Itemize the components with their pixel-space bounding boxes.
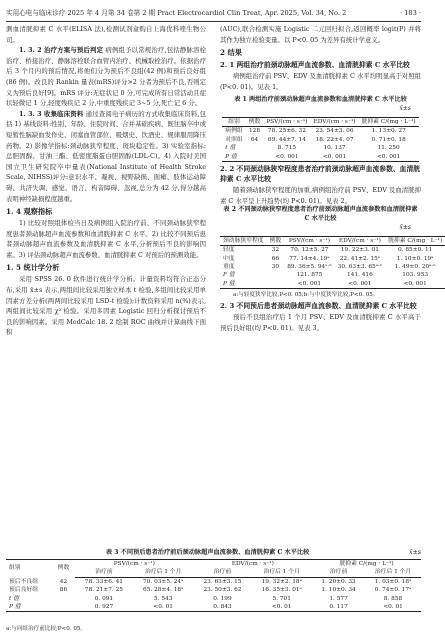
right-column xyxy=(220,24,443,333)
table-2-stat: x̄±s xyxy=(399,224,411,232)
column-header: PSV/(cm · s⁻¹) xyxy=(263,117,310,126)
table-row xyxy=(220,255,445,263)
table-cell: 16. 35±3. 01ᵃ xyxy=(261,587,302,594)
table-row xyxy=(222,144,418,152)
table-cell: 69. 44±7. 14 xyxy=(267,136,306,143)
section-title: 1. 3. 3 收集临床资料 xyxy=(19,109,84,118)
table-2 xyxy=(220,236,445,289)
table-cell: 66 xyxy=(271,255,280,262)
column-header: 胱抑素 C/(mg · L⁻¹) xyxy=(385,236,445,245)
table-cell: P 值 xyxy=(220,280,267,289)
section-2-3-title: 2. 3 不同预后患者颈动脉超声血流参数、血清胱抑素 C 水平比较 xyxy=(220,302,417,311)
table-cell: <0. 001 xyxy=(263,153,310,162)
table-cell: 42 xyxy=(59,578,68,585)
table-cell: 0. 71±0. 18 xyxy=(371,136,406,143)
table-cell: 0. 74±0. 17ᵃ xyxy=(374,587,412,594)
table-cell: 11. 250 xyxy=(377,145,400,152)
table-cell: 5. 701 xyxy=(272,595,291,602)
table-cell: 1. 13±0. 27 xyxy=(371,128,406,135)
table-1-stat: x̄±s xyxy=(399,105,411,113)
table-cell: 64 xyxy=(250,136,259,143)
column-header: 颈动脉狭窄程度 xyxy=(220,236,267,245)
table-cell: 0. 117 xyxy=(312,603,365,612)
table-row xyxy=(220,271,445,279)
table-cell: 5. 543 xyxy=(153,595,173,602)
column-header: PSV/(cm · s⁻¹) xyxy=(75,560,194,569)
table-cell: 78. 25±6. 32 xyxy=(267,128,306,135)
paragraph: 测血清胱抑素 C 水平(ELISA 法),检测试剂盒购自上海优科喹生物公司。 xyxy=(6,25,206,44)
table-cell: <0. 01 xyxy=(251,603,312,612)
table-cell: 30. 63±3. 65ᵃ·ᵇ xyxy=(337,264,383,270)
sub-header: 治疗后 1 个月 xyxy=(251,568,312,577)
table-cell: 70. 03±5. 24ᵃ xyxy=(143,578,184,585)
section-2-title: 2 结果 xyxy=(220,48,242,58)
header-rule xyxy=(6,21,421,22)
journal-citation: 实用心电与临床诊疗 2025 年 4 月第 34 卷第 2 期 Pract Electrocardiol Clin Treat, Apr. 2025, Vol. 34, No. 2 xyxy=(6,9,347,17)
column-header: EDV/(cm · s⁻¹) xyxy=(335,236,385,245)
table-cell: 19. 32±2. 18ᵃ xyxy=(261,578,302,585)
table-cell xyxy=(246,153,264,162)
column-header: 例数 xyxy=(267,236,285,245)
section-2-1-title: 2. 1 两组治疗前颈动脉超声血流参数、血清胱抑素 C 水平比较 xyxy=(220,61,410,70)
sub-header: 治疗前 xyxy=(75,568,133,577)
table-cell: 18. 22±4. 07 xyxy=(315,136,354,143)
section-1-3-2 xyxy=(6,45,206,109)
table-row xyxy=(6,577,421,586)
table-cell: 65. 28±4. 18ᵃ xyxy=(143,587,184,594)
table-cell: 1. 10±0. 19ᵃ xyxy=(396,255,434,262)
table-row xyxy=(222,153,418,162)
table-row xyxy=(220,263,445,271)
table-cell: 30 xyxy=(271,264,280,270)
table-cell: 86 xyxy=(59,587,68,594)
table-cell: 23. 54±3. 06 xyxy=(315,128,354,135)
column-header: 例数 xyxy=(246,117,264,126)
section-2-2-title: 2. 2 不同颈动脉狭窄程度患者治疗前颈动脉超声血流参数、血清胱抑素 C 水平比较 xyxy=(220,165,421,183)
sub-header: 治疗后 1 个月 xyxy=(365,568,421,577)
table-cell: 77. 14±4. 19ᵃ xyxy=(289,255,330,262)
table-cell: 121. 875 xyxy=(296,272,323,279)
column-header: EDV/(cm · s⁻¹) xyxy=(310,117,358,126)
table-cell: 23. 63±3. 15 xyxy=(203,578,242,585)
table-cell: 141. 416 xyxy=(346,272,373,279)
table-row xyxy=(222,127,418,136)
column-header: 组别 xyxy=(6,560,52,578)
section-2-1-body: 病例组治疗前 PSV、EDV 及血清胱抑素 C 水平均明显高于对照组(P<0. 01)。见表 1。 xyxy=(220,72,421,91)
table-row xyxy=(220,246,445,255)
table-cell: 10. 137 xyxy=(323,145,346,152)
table-cell: P 值 xyxy=(6,603,52,612)
table-cell: t 值 xyxy=(225,145,236,152)
table-cell: 1. 20±0. 33 xyxy=(321,578,356,585)
table-cell xyxy=(267,271,285,279)
table-cell: 轻度 xyxy=(223,247,235,254)
table-row xyxy=(222,136,418,144)
sub-header: 治疗后 1 个月 xyxy=(133,568,194,577)
table-2-caption: 表 2 不同颈动脉狭窄程度患者治疗前颈动脉超声血流参数和血清胱抑素 C 水平比较 xyxy=(223,206,418,222)
running-header xyxy=(6,6,421,20)
column-header: EDV/(cm · s⁻¹) xyxy=(194,560,313,569)
table-cell: <0. 01 xyxy=(133,603,194,612)
section-1-4-body: 1) 比较对照组体检当日及病例组入院治疗前、不同颈动脉狭窄程度患者颈动脉超声血流参数和血清胱抑素 C 水平。2) 比较不同预后患者颈动脉超声血流参数及血清胱抑素 C 水平,分析预后不良的影响因素。3) 评估颈动脉超声血流参数、血清胱抑素 C 对预后的预测效能。 xyxy=(6,219,206,259)
table-1-caption: 表 1 两组治疗前颈动脉超声血流参数和血清胱抑素 C 水平比较 xyxy=(234,96,407,104)
table-cell: <0. 001 xyxy=(284,280,334,289)
sub-header: 治疗前 xyxy=(312,568,365,577)
table-cell: 22. 41±2. 15ᵃ xyxy=(339,255,381,262)
table-cell: 预后良好组 xyxy=(9,587,38,594)
table-3 xyxy=(6,559,421,612)
table-cell: 0. 199 xyxy=(213,595,232,602)
table-cell: 70. 12±5. 27 xyxy=(290,247,329,254)
table-row xyxy=(6,595,421,603)
left-column xyxy=(6,24,206,338)
table-cell: <0. 001 xyxy=(310,153,358,162)
table-cell xyxy=(267,280,285,289)
table-cell: 8. 715 xyxy=(277,145,297,152)
table-row xyxy=(6,586,421,594)
table-cell: 23. 50±3. 62 xyxy=(203,587,242,594)
section-2-3-body: 预后不良组治疗后 1 个月 PSV、EDV 及血清胱抑素 C 水平高于预后良好组(均 P<0. 01)。见表 3。 xyxy=(220,313,421,332)
column-header: 胱抑素 C/(mg · L⁻¹) xyxy=(312,560,421,569)
table-cell: <0. 001 xyxy=(335,280,385,289)
table-cell: 128 xyxy=(248,128,261,135)
table-cell: <0. 001 xyxy=(359,153,419,162)
column-header: 胱抑素 C/(mg · L⁻¹) xyxy=(359,117,419,126)
table-cell: 重度 xyxy=(223,264,235,270)
table-cell: 0. 927 xyxy=(75,603,133,612)
table-cell: 1. 49±0. 20ᵃ·ᵇ xyxy=(394,264,436,270)
section-2-2-body: 随着颈动脉狭窄程度的加重,病例组治疗前 PSV、EDV 及血清胱抑素 C 水平呈上升趋势(均 P<0. 01)。见表 2。 xyxy=(220,186,421,205)
table-cell: 0. 091 xyxy=(94,595,114,602)
column-header: 组别 xyxy=(222,117,245,126)
section-1-5-body: 采用 SPSS 26. 0 软件进行统计学分析。计量资料均符合正态分布,采用 x̄±s 表示,两组间比较采用独立样本 t 检验,多组间比较采用单因素方差分析(两两间比较采用 LSD-t 检验);计数资料采用 n(%)表示,两组间比较采用 χ² 检验。采用多因素 Logistic 回归分析探讨预后不良的影响因素。采用 MedCalc 18. 2 绘制 ROC 曲线并计算曲线下面积 xyxy=(6,275,206,337)
table-cell: 32 xyxy=(271,247,280,254)
table-cell: 19. 22±3. 01 xyxy=(340,247,379,254)
table-1 xyxy=(222,117,418,162)
table-row xyxy=(6,603,421,612)
table-cell: 1. 10±0. 34 xyxy=(321,587,356,594)
table-cell: 103. 953 xyxy=(402,272,429,279)
table-cell: 89. 36±5. 94ᵃ·ᵇ xyxy=(287,264,332,270)
sub-header: 治疗前 xyxy=(194,568,252,577)
table-cell: 0. 843 xyxy=(194,603,252,612)
table-cell: 中度 xyxy=(223,255,235,262)
table-cell: P 值 xyxy=(222,153,245,162)
paragraph: (AUC),联合检测实施 Logistic 二元回归拟合,返回概率 logit(P) 并将其作为独立检验变量。以 P<0. 05 为差异有统计学意义。 xyxy=(220,25,421,44)
section-title: 1. 3. 2 治疗方案与预后判定 xyxy=(19,46,104,55)
table-cell: <0. 01 xyxy=(365,603,421,612)
table-row xyxy=(220,280,445,289)
page-number: · 183 · xyxy=(400,9,421,17)
table-2-footnote: a:与轻度狭窄比较,P<0. 05;b:与中度狭窄比较,P<0. 05。 xyxy=(233,292,379,299)
table-cell: 78. 21±7. 25 xyxy=(84,587,123,594)
table-cell: 1. 03±0. 18ᵃ xyxy=(374,578,412,585)
table-3-caption xyxy=(6,548,421,557)
table-3-footnote: a:与同组治疗前比较,P<0. 05。 xyxy=(6,626,87,632)
table-cell: 对照组 xyxy=(225,136,243,143)
table-3-title: 表 3 不同预后患者治疗前后颈动脉超声血流参数、血清胱抑素 C 水平比较 xyxy=(105,549,310,556)
table-cell: 0. 85±0. 11 xyxy=(397,247,433,254)
section-body: 病例组予以常规治疗,包括静脉溶栓治疗、桥接治疗、静脉溶栓联合血管内治疗、机械取栓治疗。依据治疗后 3 个月内的预后情况,将他们分为预后不良组(42 例)和预后良好组(86 例)。改良的 Rankin 量表(mRS)评分>2 分者为预后不良,否则定义为预后良好[9]。mRS 评分:无症状记 0 分,可完成所有日常活动且症状轻微记 1 分,轻度残疾记 2 分,中重度残疾记 3~5 分,死亡记 6 分。 xyxy=(6,46,206,108)
table-cell: 78. 33±6. 41 xyxy=(84,578,123,585)
table-3-stat: x̄±s xyxy=(409,549,421,556)
table-cell: 8. 858 xyxy=(383,595,403,602)
column-header: PSV/(cm · s⁻¹) xyxy=(284,236,334,245)
table-3-block xyxy=(6,548,421,614)
table-cell: 1. 577 xyxy=(329,595,348,602)
table-cell: 病例组 xyxy=(225,128,243,135)
table-cell: <0. 001 xyxy=(385,280,445,289)
table-cell: t 值 xyxy=(9,595,19,602)
section-1-4-title: 1. 4 观察指标 xyxy=(6,207,53,217)
table-cell: F 值 xyxy=(223,272,235,279)
table-cell xyxy=(246,144,264,152)
table-cell: 预后不良组 xyxy=(9,578,38,585)
section-1-5-title: 1. 5 统计学分析 xyxy=(6,263,60,273)
column-header: 例数 xyxy=(52,560,75,578)
section-body: 通过查阅电子病历的方式收集临床资料,包括 1) 基线资料:性别、年龄、住院时间、合并基础疾病、既往脑卒中或短暂性脑缺血发作史、闭塞血管部位、吸烟史、饮酒史、规律服用降压药物。2) 影像学指标:颈动脉狭窄程度、斑块稳定性。3) 实验室指标:总胆固醇、甘油三酯、低密度脂蛋白胆固醇(LDL-C)。4) 入院时美国国立卫生研究院卒中量表(National Institute of Health Stroke Scale, NIHSS)评分:意识水平、凝视、视野缺损、面瘫、肢体运动障碍、共济失调、感觉、语言、构音障碍、忽视,总分为 42 分,得分越高表明神经缺损程度越重。 xyxy=(6,109,206,203)
table-cell xyxy=(52,603,75,612)
section-1-3-3 xyxy=(6,109,206,204)
table-cell xyxy=(52,595,75,603)
